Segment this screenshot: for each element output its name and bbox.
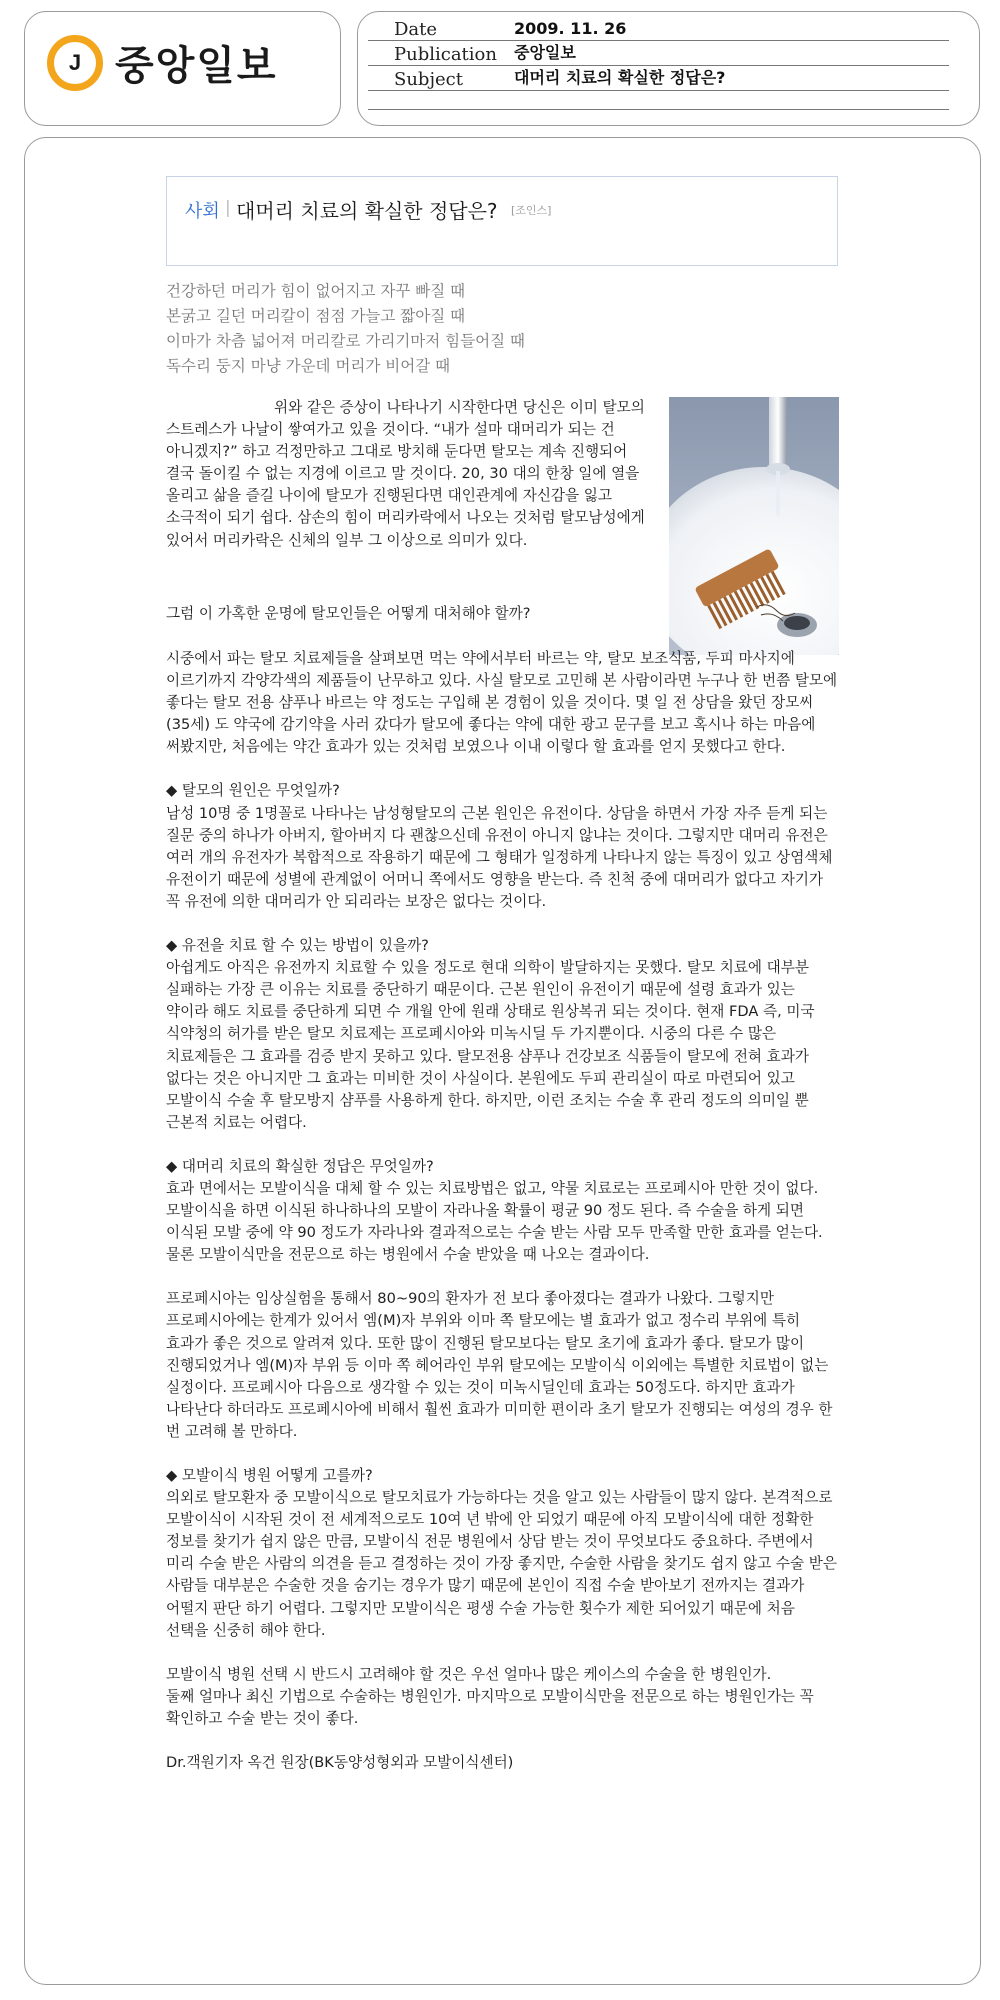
section-heading: ◆ 모발이식 병원 어떻게 고를까? <box>166 1467 373 1484</box>
subject-row <box>368 66 949 91</box>
logo-letter: J <box>68 49 82 75</box>
paragraph: 모발이식 병원 선택 시 반드시 고려해야 할 것은 우선 얼마나 많은 케이스의 수술을 한 병원인가. <box>166 1665 772 1683</box>
paragraph-question: 그럼 이 가혹한 운명에 탈모인들은 어떻게 대처해야 할까? <box>166 605 531 622</box>
paragraph: 남성 10명 중 1명꼴로 나타나는 남성형탈모의 근본 원인은 유전이다. 상담을 하면서 가장 자주 듣게 되는 질문 중의 하나가 아버지, 할아버지 다 괜찮으신데 유전이 아니지 않냐는 것이다. 그렇지만 대머리 유전은 여러 개의 유전자가 복합적으로 작용하기 때문에 그 형태가 일정하게 나타나지 않는 특징이 있고 상염색체 유전이기 때문에 성별에 관계없이 어머니 쪽에서도 영향을 받는다. 즉 친척 중에 대머리가 없다고 자기가 꼭 유전에 의한 대머리가 안 되리라는 보장은 없다는 것이다. <box>166 804 833 910</box>
intro-line: 독수리 둥지 마냥 가운데 머리가 비어갈 때 <box>166 357 451 375</box>
article-body <box>166 648 840 1796</box>
date-label: Date <box>394 19 438 40</box>
intro-line: 본굵고 길던 머리칼이 점점 가늘고 짧아질 때 <box>166 307 466 325</box>
byline: Dr.객원기자 옥건 원장(BK동양성형외과 모발이식센터) <box>166 1754 514 1772</box>
intro-line: 건강하던 머리가 힘이 없어지고 자꾸 빠질 때 <box>166 282 466 300</box>
publication-label: Publication <box>394 44 497 65</box>
subject-value: 대머리 치료의 확실한 정답은? <box>514 68 726 87</box>
intro-line: 이마가 차츰 넓어져 머리칼로 가리기마저 힘들어질 때 <box>166 332 525 350</box>
date-value: 2009. 11. 26 <box>514 19 627 38</box>
logo-panel <box>24 11 341 126</box>
intro-lines <box>166 279 525 379</box>
subject-label: Subject <box>394 69 463 90</box>
title-separator: | <box>225 198 231 218</box>
paragraph: 아쉽게도 아직은 유전까지 치료할 수 있을 정도로 현대 의학이 발달하지는 못했다. 탈모 치료에 대부분 실패하는 가장 큰 이유는 치료를 중단하기 때문이다. 근본 원인이 유전이기 때문에 설령 효과가 있는 약이라 해도 치료를 중단하게 되면 수 개월 안에 원래 상태로 원상복귀 되는 것이다. 현재 FDA 즉, 미국 식약청의 허가를 받은 탈모 치료제는 프로페시아와 미녹시딜 두 가지뿐이다. 시중의 다른 수 많은 치료제들은 그 효과를 검증 받지 못하고 있다. 탈모전용 샴푸나 건강보조 식품들이 탈모에 전혀 효과가 없다는 것은 아니지만 그 효과는 미비한 것이 사실이다. 본원에도 두피 관리실이 따로 마련되어 있고 모발이식 수술 후 탈모방지 샴푸를 사용하게 한다. 하지만, 이런 조치는 수술 후 관리 정도의 의미일 뿐 근본적 치료는 어렵다. <box>166 959 815 1131</box>
comb-sink-photo-icon <box>669 397 839 655</box>
section-heading: ◆ 대머리 치료의 확실한 정답은 무엇일까? <box>166 1157 434 1175</box>
paragraph: 둘째 얼마나 최신 기법으로 수술하는 병원인가. 마지막으로 모발이식만을 전문으로 하는 병원인가는 꼭 확인하고 수술 받는 것이 좋다. <box>166 1687 814 1727</box>
paragraph: 효과 면에서는 모발이식을 대체 할 수 있는 치료방법은 없고, 약물 치료로는 프로페시아 만한 것이 없다. 모발이식을 하면 이식된 하나하나의 모발이 자라나올 확률이 평균 90 정도 된다. 즉 수술을 하게 되면 이식된 모발 중에 약 90 정도가 자라나와 결과적으로는 수술 받는 사람 모두 만족할 만한 효과를 얻는다. 물론 모발이식만을 전문으로 하는 병원에서 수술 받았을 때 나오는 결과이다. <box>166 1179 823 1264</box>
article-source: [조인스] <box>511 204 552 217</box>
paragraph: 시중에서 파는 탈모 치료제들을 살펴보면 먹는 약에서부터 바르는 약, 탈모 보조식품, 두피 마사지에 이르기까지 각양각색의 제품들이 난무하고 있다. 사실 탈모로 고민해 본 사람이라면 누구나 한 번쯤 탈모에 좋다는 탈모 전용 샴푸나 바르는 약 정도는 구입해 본 경험이 있을 것이다. 몇 일 전 상담을 왔던 장모씨 (35세) 도 약국에 감기약을 사러 갔다가 탈모에 좋다는 약에 대한 광고 문구를 보고 혹시나 하는 마음에 써봤지만, 처음에는 약간 효과가 있는 것처럼 보였으나 이내 이렇다 할 효과를 얻지 못했다고 한다. <box>166 650 838 756</box>
logo-circle-icon <box>47 35 103 91</box>
paragraph: 의외로 탈모환자 중 모발이식으로 탈모치료가 가능하다는 것을 알고 있는 사람들이 많지 않다. 본격적으로 모발이식이 시작된 것이 전 세계적으로도 10여 년 밖에 안 되었기 때문에 아직 모발이식에 대한 정확한 정보를 찾기가 쉽지 않은 만큼, 모발이식 전문 병원에서 상담 받는 것이 무엇보다도 중요하다. 주변에서 미리 수술 받은 사람의 의견을 듣고 결정하는 것이 가장 좋지만, 수술한 사람을 찾기도 쉽지 않고 수술 받은 사람들 대부분은 수술한 것을 숨기는 경우가 많기 때문에 본인이 직접 수술 받아보기 전까지는 결과가 어떨지 판단 하기 어렵다. 그렇지만 모발이식은 평생 수술 가능한 횟수가 제한 되어있기 때문에 처음 선택을 신중히 해야 한다. <box>166 1489 837 1639</box>
date-row <box>368 16 949 41</box>
category-link[interactable]: 사회 <box>185 201 220 222</box>
article-title-box <box>166 176 838 266</box>
publication-value: 중앙일보 <box>514 43 576 62</box>
article-headline: 대머리 치료의 확실한 정답은? <box>236 199 498 223</box>
publication-row <box>368 41 949 66</box>
paragraph-intro: 위와 같은 증상이 나타나기 시작한다면 당신은 이미 탈모의 스트레스가 나날이 쌓여가고 있을 것이다. “내가 설마 대머리가 되는 건 아니겠지?” 하고 걱정만하고 그대로 방치해 둔다면 탈모는 계속 진행되어 결국 돌이킬 수 없는 지경에 이르고 말 것이다. 20, 30 대의 한창 일에 열을 올리고 삶을 즐길 나이에 탈모가 진행된다면 대인관계에 자신감을 잃고 소극적이 되기 쉽다. 삼손의 힘이 머리카락에서 나오는 것처럼 탈모남성에게 있어서 머리카락은 신체의 일부 그 이상으로 의미가 있다. <box>166 399 645 549</box>
joongang-logo <box>47 34 278 91</box>
article-photo <box>669 397 839 655</box>
logo-text: 중앙일보 <box>115 43 278 89</box>
meta-panel <box>357 11 980 126</box>
section-heading: ◆ 유전을 치료 할 수 있는 방법이 있을까? <box>166 937 429 955</box>
divider-line <box>368 109 949 110</box>
section-heading: ◆ 탈모의 원인은 무엇일까? <box>166 782 340 800</box>
paragraph: 프로페시아는 임상실험을 통해서 80~90의 환자가 전 보다 좋아졌다는 결과가 나왔다. 그렇지만 프로페시아에는 한계가 있어서 엠(M)자 부위와 이마 쪽 탈모에는 별 효과가 없고 정수리 부위에 특히 효과가 좋은 것으로 알려져 있다. 또한 많이 진행된 탈모보다는 탈모 초기에 효과가 좋다. 탈모가 많이 진행되었거나 엠(M)자 부위 등 이마 쪽 헤어라인 부위 탈모에는 모발이식 이외에는 특별한 치료법이 없는 실정이다. 프로페시아 다음으로 생각할 수 있는 것이 미녹시딜인데 효과는 50정도다. 하지만 효과가 나타난다 하더라도 프로페시아에 비해서 훨씬 효과가 미미한 편이라 초기 탈모가 진행되는 여성의 경우 한 번 고려해 볼 만하다. <box>166 1290 833 1440</box>
